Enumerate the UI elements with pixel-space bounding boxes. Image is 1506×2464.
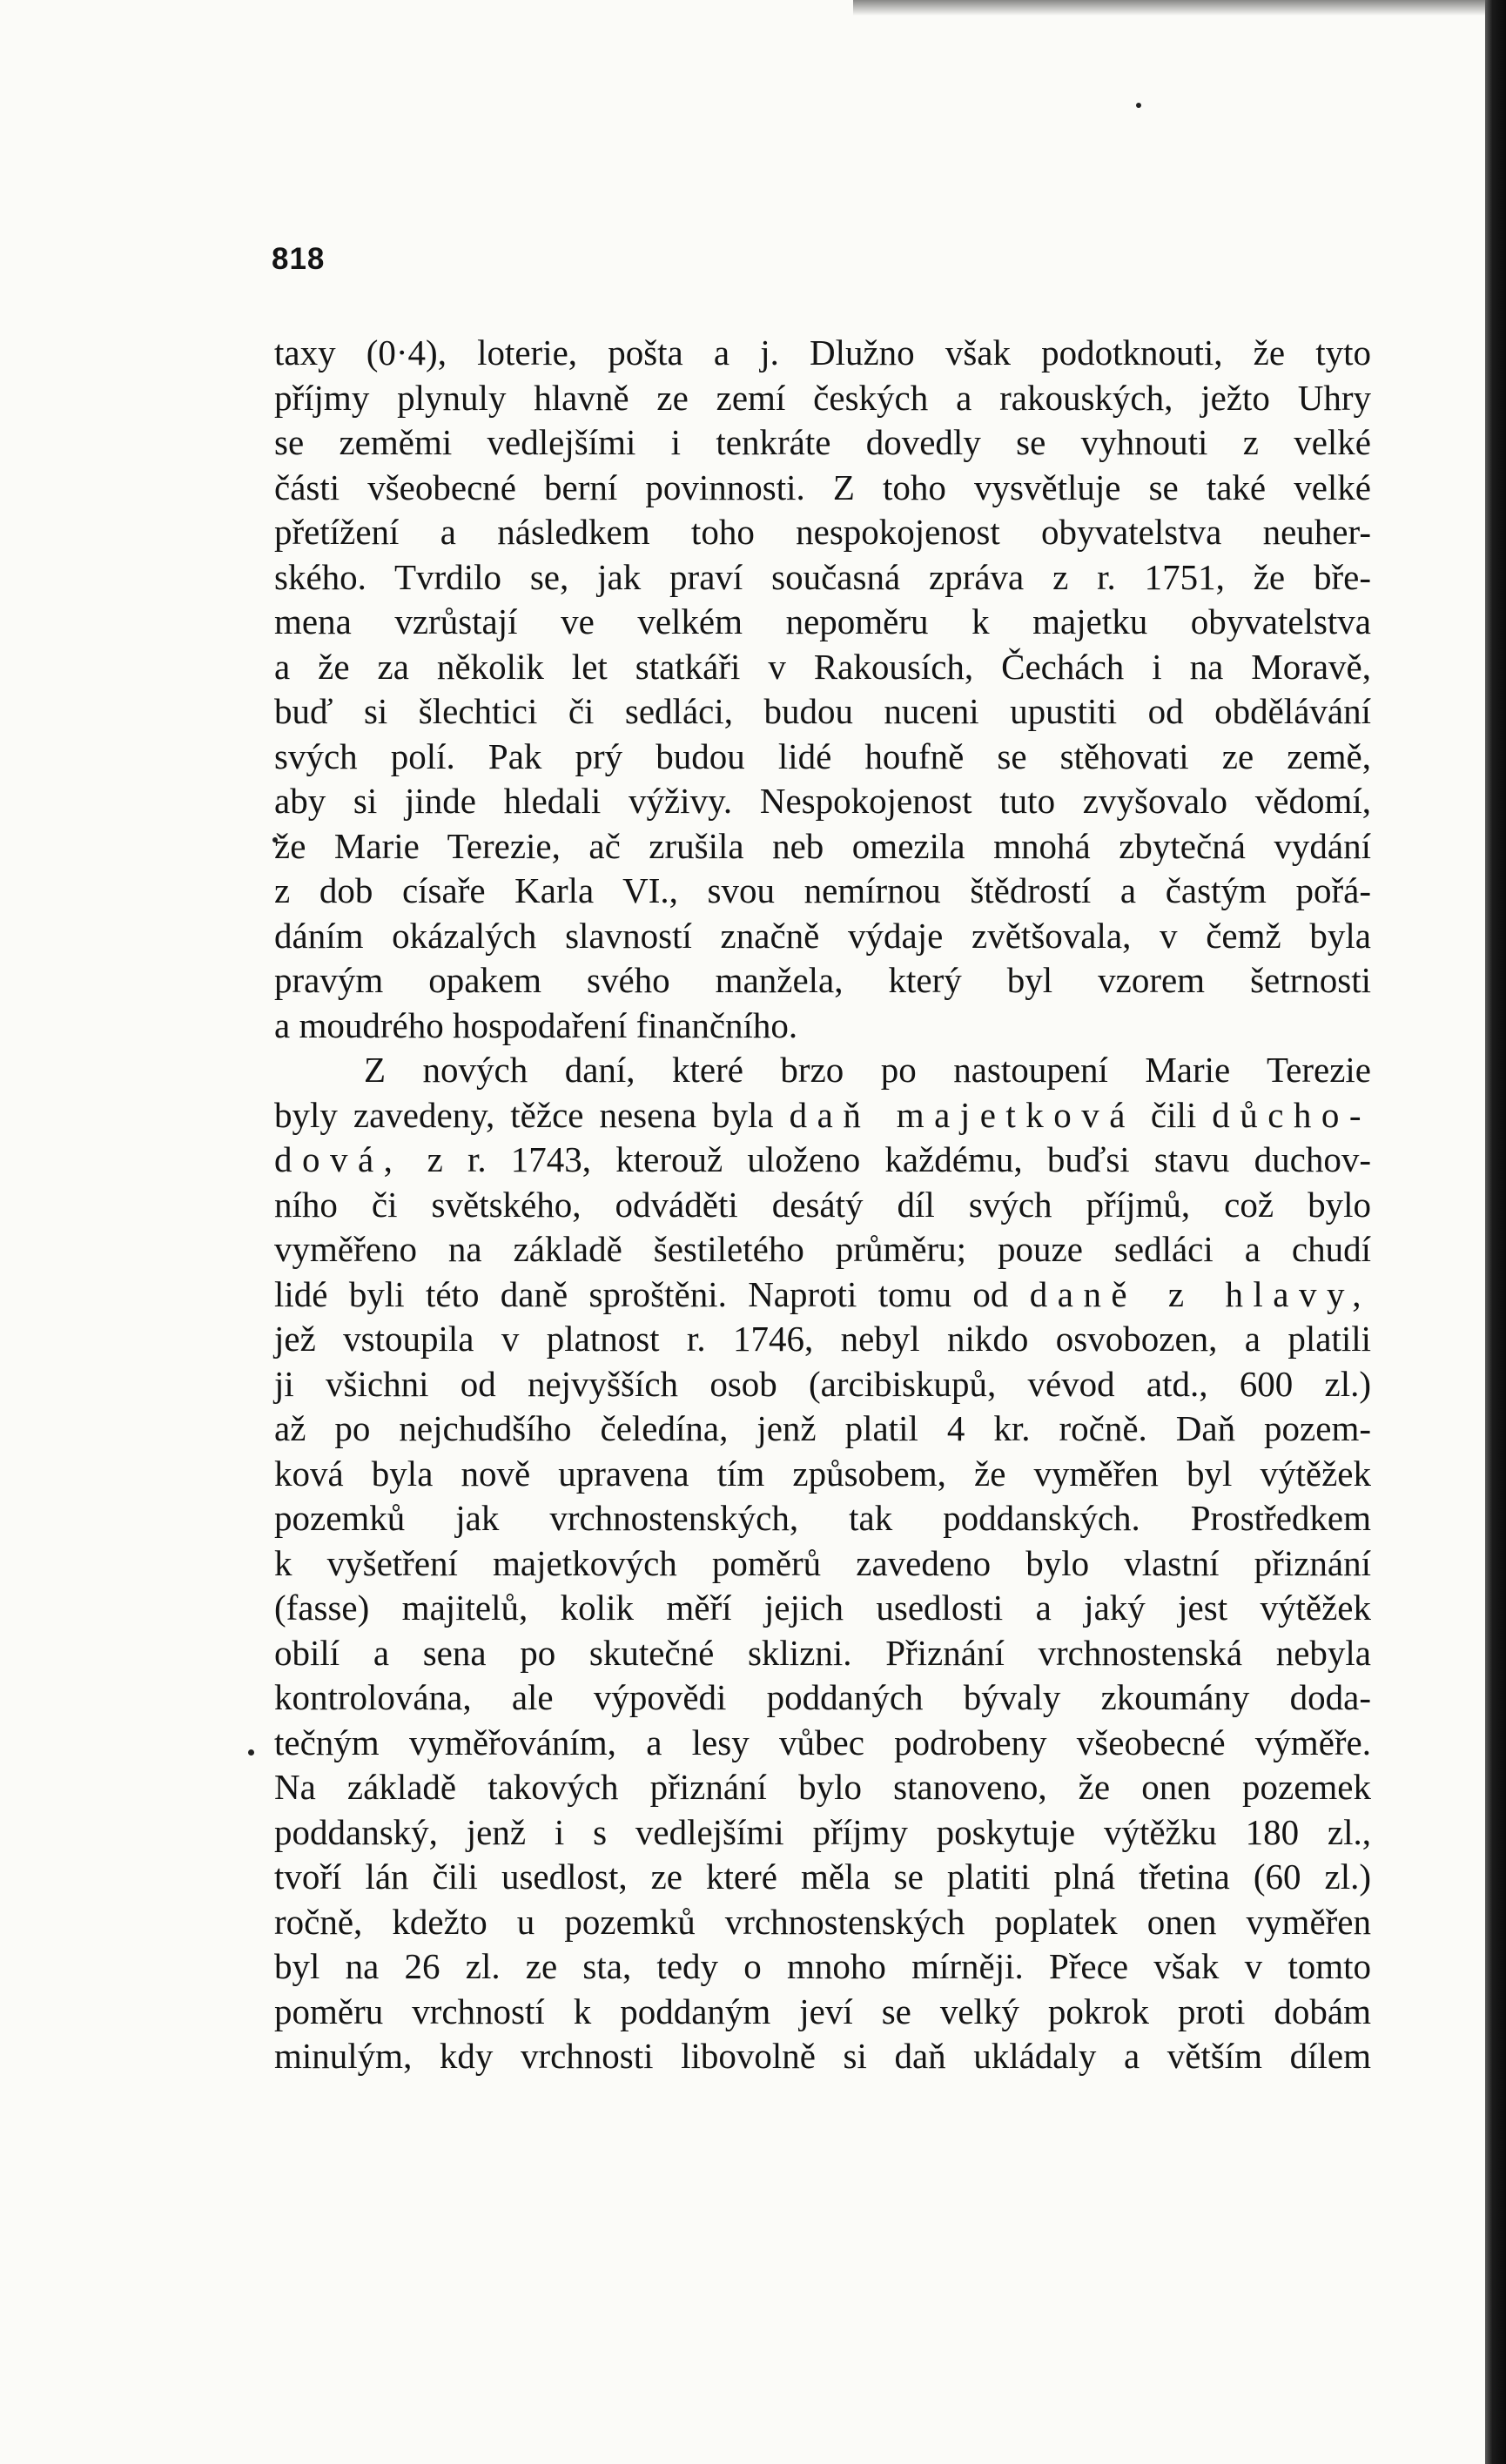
text-line-composite — [274, 1272, 1371, 1318]
text-line: tečným vyměřováním, a lesy vůbec podrobeny všeobecné výměře. — [274, 1722, 1371, 1762]
speck-mark — [248, 1749, 254, 1756]
text-line: až po nejchudšího čeledína, jenž platil 4 kr. ročně. Daň pozem- — [274, 1408, 1371, 1448]
text-line: ročně, kdežto u pozemků vrchnostenských poplatek onen vyměřen — [274, 1901, 1371, 1942]
text-line: pozemků jak vrchnostenských, tak poddanských. Prostředkem — [274, 1498, 1371, 1538]
text-line: k vyšetření majetkových poměrů zavedeno bylo vlastní přiznání — [274, 1542, 1371, 1583]
text-line: a že za několik let statkáři v Rakousích, Čechách i na Moravě, — [274, 646, 1371, 687]
text-line: ji všichni od nejvyšších osob (arcibiskupů, vévod atd., 600 zl.) — [274, 1363, 1371, 1404]
text-line: a moudrého hospodaření finančního. — [274, 1004, 798, 1045]
body-text — [274, 331, 1371, 2079]
text-line: poměru vrchností k poddaným jeví se velký pokrok proti dobám — [274, 1991, 1371, 2031]
text-segment: z r. 1743, kterouž uloženo každému, buďsi stavu duchov- — [427, 1139, 1371, 1179]
text-line: pravým opakem svého manžela, který byl vzorem šetrnosti — [274, 960, 1371, 1000]
speck-mark — [1136, 103, 1141, 108]
scan-right-border — [1485, 0, 1506, 2464]
text-line: aby si jinde hledali výživy. Nespokojenost tuto zvyšovalo vědomí, — [274, 781, 1371, 821]
text-line: ková byla nově upravena tím způsobem, že vyměřen byl výtěžek — [274, 1453, 1371, 1494]
text-line: dáním okázalých slavností značně výdaje zvětšovala, v čemž byla — [274, 915, 1371, 956]
scan-edge-shadow — [853, 0, 1485, 16]
spaced-term: dová, — [274, 1139, 403, 1179]
text-line: příjmy plynuly hlavně ze zemí českých a rakouských, ježto Uhry — [274, 377, 1371, 418]
text-line: kontrolována, ale výpovědi poddaných bývaly zkoumány doda- — [274, 1677, 1371, 1717]
text-line: vyměřeno na základě šestiletého průměru; pouze sedláci a chudí — [274, 1229, 1371, 1269]
text-line: svých polí. Pak prý budou lidé houfně se stěhovati ze země, — [274, 735, 1371, 776]
text-line: byl na 26 zl. ze sta, tedy o mnoho mírněji. Přece však v tomto — [274, 1946, 1371, 1986]
page-number: 818 — [272, 242, 326, 276]
text-line: části všeobecné berní povinnosti. Z toho vysvětluje se také velké — [274, 467, 1371, 507]
text-line: ního či světského, odváděti desátý díl svých příjmů, což bylo — [274, 1184, 1371, 1225]
text-line: se zeměmi vedlejšími i tenkráte dovedly se vyhnouti z velké — [274, 422, 1371, 462]
text-line: tvoří lán čili usedlost, ze které měla se platiti plná třetina (60 zl.) — [274, 1856, 1371, 1897]
text-line-composite — [274, 1093, 1371, 1138]
text-line: taxy (0·4), loterie, pošta a j. Dlužno však podotknouti, že tyto — [274, 332, 1371, 373]
text-segment: byly zavedeny, těžce nesena byla — [274, 1094, 774, 1135]
text-line: přetížení a následkem toho nespokojenost obyvatelstva neuher- — [274, 512, 1371, 552]
text-line: Na základě takových přiznání bylo stanoveno, že onen pozemek — [274, 1767, 1371, 1807]
text-segment: lidé byli této daně sproštěni. Naproti tomu od — [274, 1273, 1009, 1314]
text-line: že Marie Terezie, ač zrušila neb omezila mnohá zbytečná vydání — [274, 825, 1371, 866]
text-line: Z nových daní, které brzo po nastoupení Marie Terezie — [364, 1050, 1371, 1090]
text-line: poddanský, jenž i s vedlejšími příjmy poskytuje výtěžku 180 zl., — [274, 1811, 1371, 1852]
text-line: z dob císaře Karla VI., svou nemírnou štědrostí a častým pořá- — [274, 870, 1371, 910]
spaced-term: daně z hlavy, — [1029, 1273, 1371, 1314]
text-line-composite — [274, 1138, 1371, 1183]
text-line: buď si šlechtici či sedláci, budou nuceni upustiti od obdělávání — [274, 691, 1371, 731]
text-line: obilí a sena po skutečné sklizni. Přiznání vrchnostenská nebyla — [274, 1632, 1371, 1673]
spaced-term: daň majetková — [789, 1094, 1135, 1135]
text-line: jež vstoupila v platnost r. 1746, nebyl nikdo osvobozen, a platili — [274, 1319, 1371, 1359]
text-line: mena vzrůstají ve velkém nepoměru k majetku obyvatelstva — [274, 601, 1371, 641]
text-segment: čili — [1150, 1094, 1197, 1135]
text-line: (fasse) majitelů, kolik měří jejich usedlosti a jaký jest výtěžek — [274, 1588, 1371, 1628]
text-line: minulým, kdy vrchnosti libovolně si daň ukládaly a větším dílem — [274, 2036, 1371, 2076]
spaced-term: důcho- — [1212, 1094, 1372, 1135]
text-line: ského. Tvrdilo se, jak praví současná zpráva z r. 1751, že bře- — [274, 556, 1371, 597]
